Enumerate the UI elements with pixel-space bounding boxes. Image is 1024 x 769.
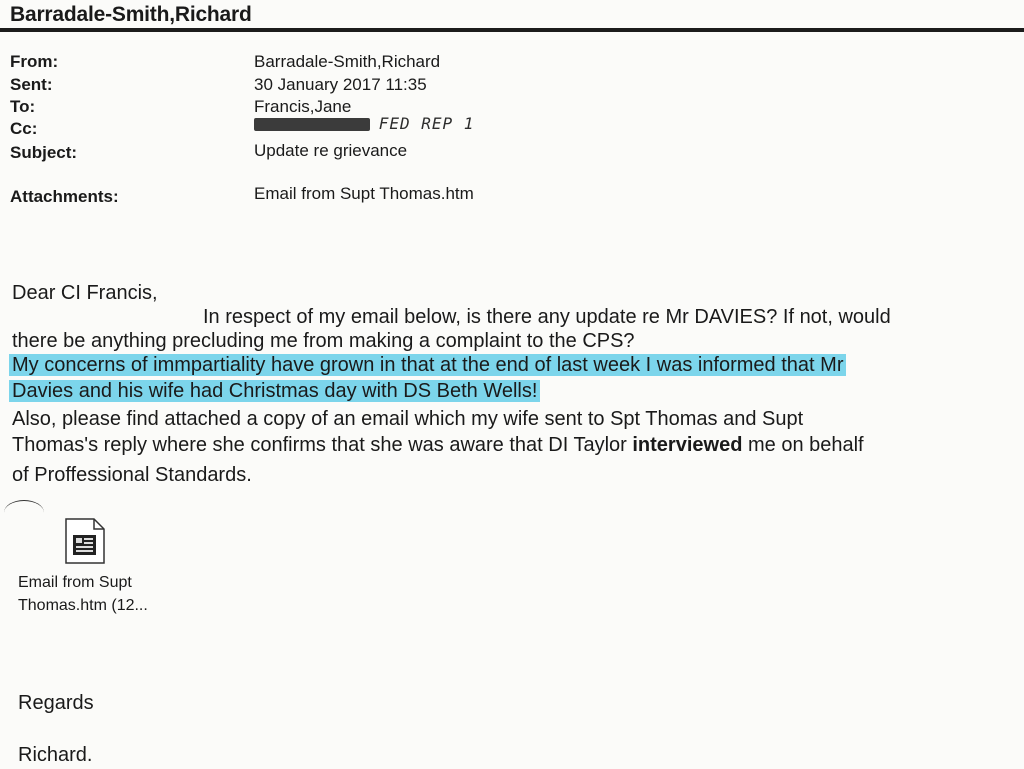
email-title: Barradale-Smith,Richard [10, 3, 252, 26]
body-line-6-start: Thomas's reply where she confirms that she was aware that DI Taylor [12, 434, 633, 456]
attachments-label: Attachments: [10, 187, 119, 206]
highlighted-text: My concerns of immpartiality have grown in that at the end of last week I was informed that Mr [9, 354, 846, 376]
from-value: Barradale-Smith,Richard [254, 52, 441, 71]
attachments-value[interactable]: Email from Supt Thomas.htm [254, 184, 474, 203]
to-label: To: [10, 97, 36, 116]
sent-value: 30 January 2017 11:35 [254, 75, 427, 94]
signature: Richard. [18, 744, 93, 766]
from-label: From: [10, 52, 59, 71]
bold-word: interviewed [632, 434, 743, 456]
highlighted-text: Davies and his wife had Christmas day with DS Beth Wells! [9, 380, 540, 402]
subject-label: Subject: [10, 143, 78, 162]
scan-mark [4, 500, 44, 525]
body-line-6 [12, 432, 864, 458]
closing-regards: Regards [18, 692, 94, 714]
body-line-7: of Proffessional Standards. [12, 464, 252, 486]
sent-label: Sent: [10, 75, 53, 94]
body-line-4-highlighted [9, 378, 540, 404]
subject-value: Update re grievance [254, 141, 408, 160]
title-divider [0, 28, 1024, 32]
redaction-mark [254, 118, 370, 131]
body-line-2: there be anything precluding me from making a complaint to the CPS? [12, 330, 635, 352]
html-document-icon[interactable] [64, 518, 106, 564]
cc-value [254, 114, 474, 134]
to-value: Francis,Jane [254, 97, 352, 116]
cc-handwritten-note: FED REP 1 [378, 114, 475, 133]
body-line-1: In respect of my email below, is there any update re Mr DAVIES? If not, would [203, 306, 891, 328]
attachment-label-line-1[interactable]: Email from Supt [18, 574, 132, 591]
attachment-label-line-2[interactable]: Thomas.htm (12... [18, 597, 148, 614]
cc-label: Cc: [10, 119, 38, 138]
body-line-6-end: me on behalf [742, 434, 864, 456]
greeting: Dear CI Francis, [12, 282, 158, 304]
body-line-3-highlighted [9, 352, 846, 378]
body-line-5: Also, please find attached a copy of an email which my wife sent to Spt Thomas and Supt [12, 408, 804, 430]
